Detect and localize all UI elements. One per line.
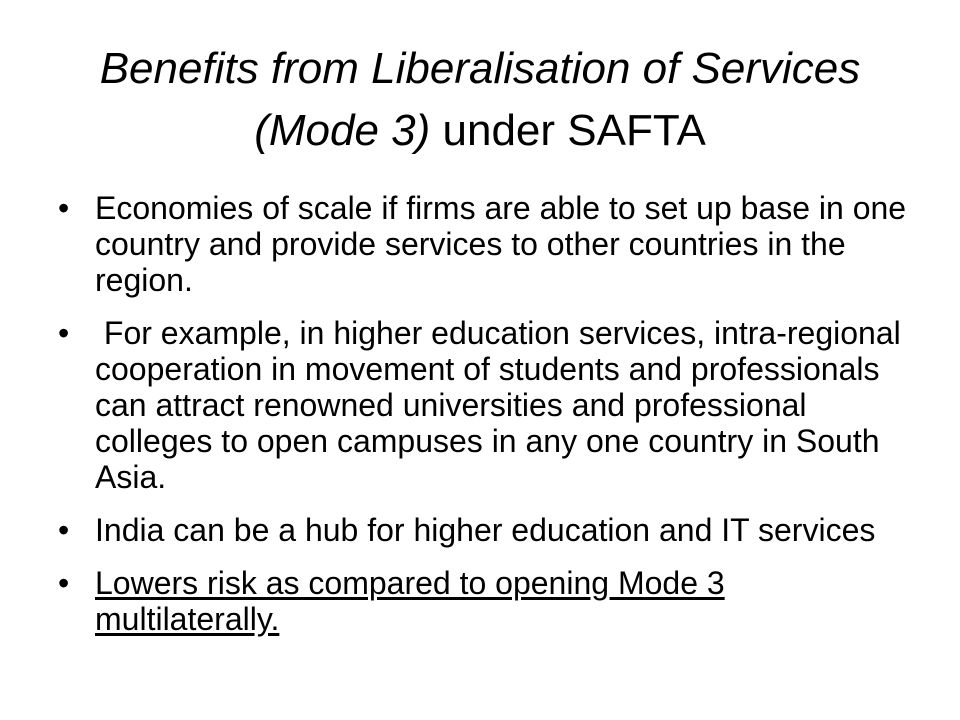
bullet-text: India can be a hub for higher education and IT services [95,512,876,548]
bullet-item-higher-education-example [58,315,908,495]
bullet-list [58,190,908,654]
bullet-item-india-hub [58,512,908,548]
title-mode-3: (Mode 3) [254,106,431,155]
bullet-item-economies-of-scale [58,190,908,298]
bullet-icon: • [58,512,70,548]
title-line-1: Benefits from Liberalisation of Services [99,44,861,93]
bullet-text: Economies of scale if firms are able to set up base in one country and provide services to other countries in the region. [95,190,907,298]
bullet-item-lowers-risk [58,565,908,637]
bullet-icon: • [58,315,70,351]
slide-title [40,38,920,162]
bullet-icon: • [58,190,70,226]
bullet-icon: • [58,565,70,601]
bullet-text: For example, in higher education services, intra-regional cooperation in movement of students and professionals can attract renowned universities and professional colleges to open campuses in any one country in South Asia. [95,315,910,495]
title-under-safta: under SAFTA [430,106,706,155]
bullet-text: Lowers risk as compared to opening Mode 3 multilaterally. [95,565,725,637]
